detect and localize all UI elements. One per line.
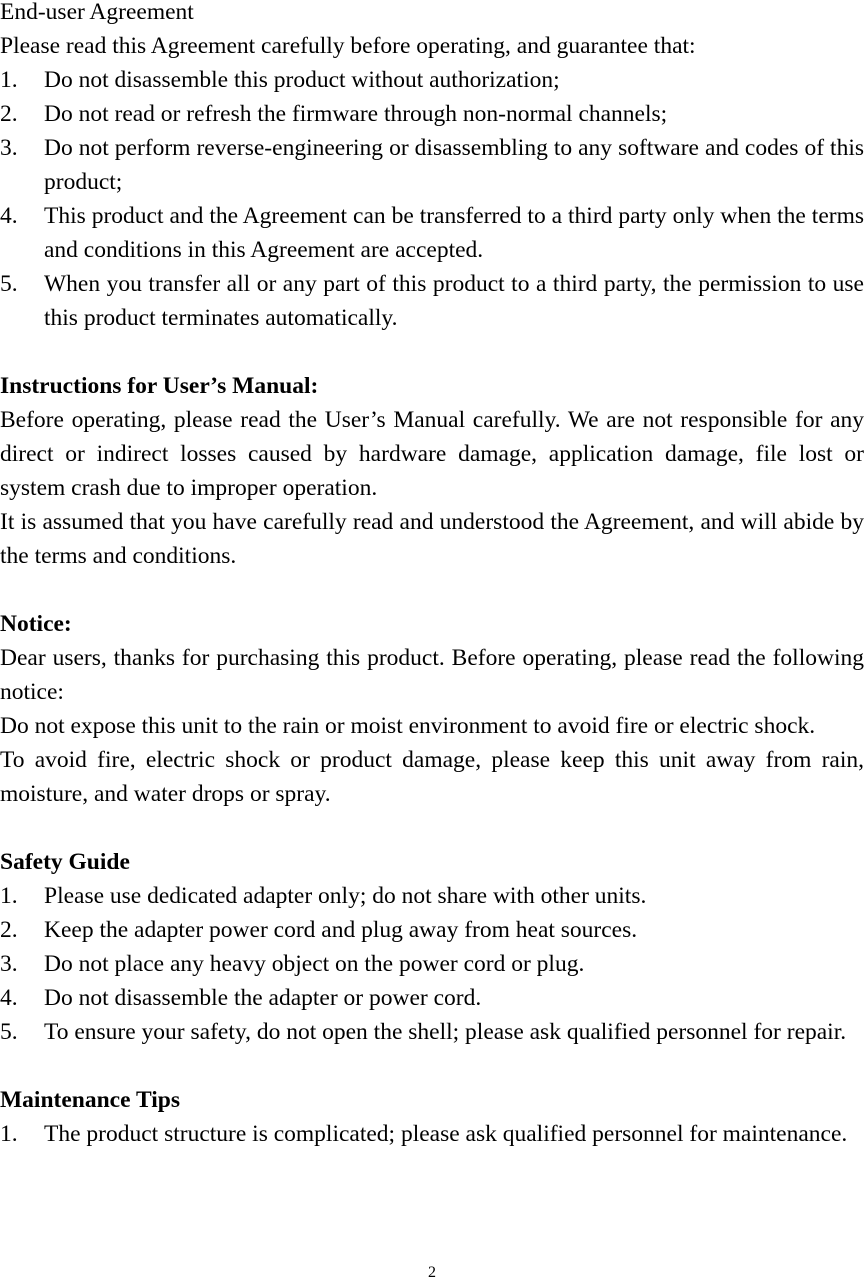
agreement-intro: Please read this Agreement carefully before operating, and guarantee that: bbox=[0, 33, 696, 59]
list-item-text: Do not perform reverse-engineering or disassembling to any software and codes of this product; bbox=[44, 135, 864, 195]
notice-paragraph-3: To avoid fire, electric shock or product damage, please keep this unit away from rain, moisture, and water drops or spray. bbox=[0, 747, 864, 807]
notice-section bbox=[0, 607, 864, 811]
list-item-text: This product and the Agreement can be transferred to a third party only when the terms and conditions in this Agreement are accepted. bbox=[44, 203, 864, 263]
list-item bbox=[0, 63, 864, 97]
notice-paragraph-1: Dear users, thanks for purchasing this product. Before operating, please read the following notice: bbox=[0, 645, 864, 705]
section-spacer bbox=[0, 1049, 864, 1083]
notice-heading: Notice: bbox=[0, 611, 72, 637]
manual-section bbox=[0, 369, 864, 573]
list-item bbox=[0, 131, 864, 199]
safety-list bbox=[0, 879, 864, 1049]
list-item-text: Do not read or refresh the firmware through non-normal channels; bbox=[44, 101, 668, 127]
list-item bbox=[0, 913, 864, 947]
list-item-number: 5. bbox=[0, 271, 18, 297]
manual-paragraph-1: Before operating, please read the User’s Manual carefully. We are not responsible for any direct or indirect losses caused by hardware damage, application damage, file lost or system crash due to improper operation. bbox=[0, 407, 864, 501]
list-item bbox=[0, 97, 864, 131]
section-spacer bbox=[0, 335, 864, 369]
page-number: 2 bbox=[428, 1264, 436, 1281]
notice-paragraph-2: Do not expose this unit to the rain or moist environment to avoid fire or electric shock. bbox=[0, 713, 816, 739]
list-item bbox=[0, 1117, 864, 1151]
manual-heading: Instructions for User’s Manual: bbox=[0, 373, 319, 399]
maintenance-list bbox=[0, 1117, 864, 1151]
list-item-number: 4. bbox=[0, 985, 18, 1011]
list-item-number: 1. bbox=[0, 67, 18, 93]
list-item-number: 4. bbox=[0, 203, 18, 229]
safety-heading: Safety Guide bbox=[0, 849, 130, 875]
list-item-text: When you transfer all or any part of this product to a third party, the permission to use this product terminates automatically. bbox=[44, 271, 864, 331]
safety-section bbox=[0, 845, 864, 1049]
list-item-number: 3. bbox=[0, 951, 18, 977]
list-item-text: Do not disassemble this product without authorization; bbox=[44, 67, 560, 93]
list-item bbox=[0, 267, 864, 335]
section-spacer bbox=[0, 573, 864, 607]
list-item-text: Keep the adapter power cord and plug away from heat sources. bbox=[44, 917, 638, 943]
manual-paragraph-2: It is assumed that you have carefully read and understood the Agreement, and will abide by the terms and conditions. bbox=[0, 509, 864, 569]
list-item-text: Please use dedicated adapter only; do not share with other units. bbox=[44, 883, 647, 909]
list-item-number: 1. bbox=[0, 883, 18, 909]
section-spacer bbox=[0, 811, 864, 845]
agreement-title: End-user Agreement bbox=[0, 0, 194, 25]
list-item-number: 1. bbox=[0, 1121, 18, 1147]
list-item bbox=[0, 947, 864, 981]
list-item bbox=[0, 879, 864, 913]
list-item-number: 2. bbox=[0, 917, 18, 943]
list-item-text: The product structure is complicated; please ask qualified personnel for maintenance. bbox=[44, 1121, 848, 1147]
list-item bbox=[0, 1015, 864, 1049]
list-item bbox=[0, 199, 864, 267]
agreement-section bbox=[0, 0, 864, 335]
list-item bbox=[0, 981, 864, 1015]
list-item-text: Do not place any heavy object on the power cord or plug. bbox=[44, 951, 585, 977]
list-item-number: 3. bbox=[0, 135, 18, 161]
agreement-list bbox=[0, 63, 864, 335]
list-item-text: To ensure your safety, do not open the shell; please ask qualified personnel for repair. bbox=[44, 1019, 847, 1045]
list-item-number: 5. bbox=[0, 1019, 18, 1045]
list-item-number: 2. bbox=[0, 101, 18, 127]
maintenance-section bbox=[0, 1083, 864, 1151]
list-item-text: Do not disassemble the adapter or power cord. bbox=[44, 985, 482, 1011]
maintenance-heading: Maintenance Tips bbox=[0, 1087, 180, 1113]
